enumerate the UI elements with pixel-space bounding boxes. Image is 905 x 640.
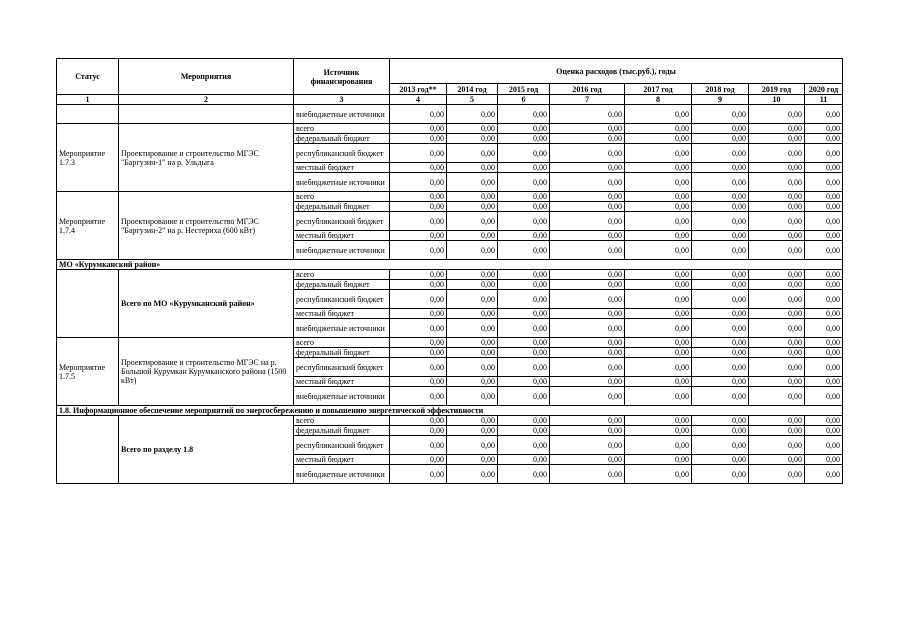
value-cell: 0,00: [550, 124, 625, 134]
source-cell: федеральный бюджет: [294, 280, 390, 290]
value-cell: 0,00: [390, 436, 447, 455]
value-cell: 0,00: [805, 241, 843, 260]
source-cell: республиканский бюджет: [294, 290, 390, 309]
value-cell: 0,00: [550, 173, 625, 192]
value-cell: 0,00: [692, 124, 749, 134]
value-cell: 0,00: [498, 124, 550, 134]
value-cell: 0,00: [390, 241, 447, 260]
table-header: [57, 59, 843, 105]
value-cell: 0,00: [550, 163, 625, 173]
column-number: 2: [119, 95, 294, 105]
value-cell: 0,00: [692, 241, 749, 260]
source-cell: внебюджетные источники: [294, 319, 390, 338]
value-cell: 0,00: [447, 163, 498, 173]
value-cell: 0,00: [749, 144, 805, 163]
value-cell: 0,00: [498, 338, 550, 348]
value-cell: 0,00: [498, 319, 550, 338]
value-cell: 0,00: [498, 309, 550, 319]
value-cell: 0,00: [805, 465, 843, 484]
source-cell: республиканский бюджет: [294, 144, 390, 163]
event-cell: Всего по МО «Курумканский район»: [119, 270, 294, 338]
budget-table: [56, 58, 843, 484]
value-cell: 0,00: [805, 377, 843, 387]
value-cell: 0,00: [692, 387, 749, 406]
value-cell: 0,00: [498, 173, 550, 192]
value-cell: 0,00: [447, 436, 498, 455]
value-cell: 0,00: [749, 309, 805, 319]
table-body: [57, 105, 843, 484]
value-cell: 0,00: [390, 173, 447, 192]
source-cell: федеральный бюджет: [294, 202, 390, 212]
value-cell: 0,00: [692, 416, 749, 426]
value-cell: 0,00: [805, 426, 843, 436]
value-cell: 0,00: [749, 465, 805, 484]
value-cell: 0,00: [805, 416, 843, 426]
value-cell: 0,00: [447, 134, 498, 144]
value-cell: 0,00: [749, 192, 805, 202]
value-cell: 0,00: [550, 309, 625, 319]
source-cell: всего: [294, 124, 390, 134]
value-cell: 0,00: [805, 212, 843, 231]
value-cell: 0,00: [498, 105, 550, 124]
value-cell: 0,00: [692, 319, 749, 338]
value-cell: 0,00: [390, 387, 447, 406]
value-cell: 0,00: [498, 416, 550, 426]
value-cell: 0,00: [625, 309, 692, 319]
value-cell: 0,00: [447, 231, 498, 241]
source-cell: внебюджетные источники: [294, 105, 390, 124]
value-cell: 0,00: [692, 173, 749, 192]
value-cell: 0,00: [390, 358, 447, 377]
value-cell: 0,00: [625, 319, 692, 338]
status-cell: [57, 105, 119, 124]
value-cell: 0,00: [550, 212, 625, 231]
value-cell: 0,00: [749, 290, 805, 309]
value-cell: 0,00: [498, 163, 550, 173]
value-cell: 0,00: [625, 241, 692, 260]
header-year: 2014 год: [447, 84, 498, 95]
value-cell: 0,00: [625, 338, 692, 348]
value-cell: 0,00: [805, 144, 843, 163]
column-number: 8: [625, 95, 692, 105]
source-cell: всего: [294, 338, 390, 348]
column-number: 1: [57, 95, 119, 105]
budget-table-sheet: [56, 58, 842, 484]
status-cell: [57, 416, 119, 484]
value-cell: 0,00: [447, 465, 498, 484]
value-cell: 0,00: [625, 163, 692, 173]
value-cell: 0,00: [550, 338, 625, 348]
value-cell: 0,00: [625, 280, 692, 290]
source-cell: внебюджетные источники: [294, 387, 390, 406]
value-cell: 0,00: [447, 290, 498, 309]
value-cell: 0,00: [749, 163, 805, 173]
value-cell: 0,00: [692, 212, 749, 231]
value-cell: 0,00: [550, 436, 625, 455]
section-title: 1.8. Информационное обеспечение мероприятий по энергосбережению и повышению энергетической эффективности: [57, 406, 843, 416]
source-cell: внебюджетные источники: [294, 241, 390, 260]
value-cell: 0,00: [805, 270, 843, 280]
source-cell: местный бюджет: [294, 163, 390, 173]
value-cell: 0,00: [692, 348, 749, 358]
value-cell: 0,00: [692, 163, 749, 173]
value-cell: 0,00: [550, 377, 625, 387]
value-cell: 0,00: [498, 436, 550, 455]
value-cell: 0,00: [550, 290, 625, 309]
value-cell: 0,00: [805, 309, 843, 319]
value-cell: 0,00: [498, 377, 550, 387]
value-cell: 0,00: [390, 231, 447, 241]
value-cell: 0,00: [625, 436, 692, 455]
value-cell: 0,00: [749, 455, 805, 465]
value-cell: 0,00: [625, 202, 692, 212]
value-cell: 0,00: [550, 426, 625, 436]
value-cell: 0,00: [692, 290, 749, 309]
source-cell: федеральный бюджет: [294, 134, 390, 144]
value-cell: 0,00: [550, 280, 625, 290]
header-year: 2017 год: [625, 84, 692, 95]
value-cell: 0,00: [805, 124, 843, 134]
table-row: [57, 338, 843, 348]
header-year: 2013 год**: [390, 84, 447, 95]
value-cell: 0,00: [625, 290, 692, 309]
value-cell: 0,00: [749, 387, 805, 406]
value-cell: 0,00: [550, 455, 625, 465]
status-cell: [57, 270, 119, 338]
header-year: 2016 год: [550, 84, 625, 95]
value-cell: 0,00: [390, 280, 447, 290]
source-cell: местный бюджет: [294, 377, 390, 387]
value-cell: 0,00: [390, 426, 447, 436]
value-cell: 0,00: [498, 231, 550, 241]
value-cell: 0,00: [805, 290, 843, 309]
column-number: 10: [749, 95, 805, 105]
value-cell: 0,00: [625, 134, 692, 144]
value-cell: 0,00: [390, 416, 447, 426]
value-cell: 0,00: [447, 173, 498, 192]
value-cell: 0,00: [805, 319, 843, 338]
column-number: 7: [550, 95, 625, 105]
value-cell: 0,00: [390, 134, 447, 144]
value-cell: 0,00: [498, 455, 550, 465]
header-source: Источник финансирования: [294, 59, 390, 95]
value-cell: 0,00: [692, 202, 749, 212]
value-cell: 0,00: [447, 348, 498, 358]
column-number: 4: [390, 95, 447, 105]
value-cell: 0,00: [805, 455, 843, 465]
value-cell: 0,00: [390, 319, 447, 338]
value-cell: 0,00: [498, 465, 550, 484]
value-cell: 0,00: [447, 124, 498, 134]
header-event: Мероприятия: [119, 59, 294, 95]
value-cell: 0,00: [692, 231, 749, 241]
value-cell: 0,00: [625, 173, 692, 192]
value-cell: 0,00: [390, 455, 447, 465]
value-cell: 0,00: [390, 348, 447, 358]
value-cell: 0,00: [749, 436, 805, 455]
value-cell: 0,00: [550, 202, 625, 212]
value-cell: 0,00: [625, 192, 692, 202]
value-cell: 0,00: [805, 192, 843, 202]
value-cell: 0,00: [805, 202, 843, 212]
value-cell: 0,00: [749, 134, 805, 144]
value-cell: 0,00: [805, 173, 843, 192]
value-cell: 0,00: [390, 144, 447, 163]
value-cell: 0,00: [625, 358, 692, 377]
section-title: МО «Курумканский район»: [57, 260, 843, 270]
value-cell: 0,00: [692, 465, 749, 484]
value-cell: 0,00: [447, 241, 498, 260]
source-cell: местный бюджет: [294, 455, 390, 465]
value-cell: 0,00: [447, 309, 498, 319]
column-number: 6: [498, 95, 550, 105]
value-cell: 0,00: [625, 105, 692, 124]
status-cell: Мероприятие 1.7.4: [57, 192, 119, 260]
value-cell: 0,00: [447, 319, 498, 338]
value-cell: 0,00: [447, 455, 498, 465]
value-cell: 0,00: [498, 358, 550, 377]
value-cell: 0,00: [805, 231, 843, 241]
value-cell: 0,00: [390, 290, 447, 309]
value-cell: 0,00: [625, 348, 692, 358]
header-year: 2015 год: [498, 84, 550, 95]
value-cell: 0,00: [550, 241, 625, 260]
value-cell: 0,00: [498, 426, 550, 436]
value-cell: 0,00: [498, 348, 550, 358]
event-cell: Всего по разделу 1.8: [119, 416, 294, 484]
value-cell: 0,00: [447, 358, 498, 377]
value-cell: 0,00: [692, 280, 749, 290]
status-cell: Мероприятие 1.7.3: [57, 124, 119, 192]
value-cell: 0,00: [447, 192, 498, 202]
source-cell: всего: [294, 192, 390, 202]
value-cell: 0,00: [692, 309, 749, 319]
value-cell: 0,00: [498, 270, 550, 280]
source-cell: внебюджетные источники: [294, 465, 390, 484]
value-cell: 0,00: [390, 338, 447, 348]
column-number: 9: [692, 95, 749, 105]
value-cell: 0,00: [749, 241, 805, 260]
value-cell: 0,00: [550, 358, 625, 377]
value-cell: 0,00: [550, 134, 625, 144]
value-cell: 0,00: [692, 455, 749, 465]
value-cell: 0,00: [390, 309, 447, 319]
value-cell: 0,00: [805, 280, 843, 290]
value-cell: 0,00: [447, 144, 498, 163]
source-cell: республиканский бюджет: [294, 436, 390, 455]
value-cell: 0,00: [749, 124, 805, 134]
event-cell: Проектирование и строительство МГЭС "Баргузин-1" на р. Ульдыга: [119, 124, 294, 192]
value-cell: 0,00: [692, 270, 749, 280]
source-cell: всего: [294, 416, 390, 426]
value-cell: 0,00: [390, 212, 447, 231]
value-cell: 0,00: [447, 387, 498, 406]
value-cell: 0,00: [390, 124, 447, 134]
value-cell: 0,00: [498, 192, 550, 202]
value-cell: 0,00: [447, 270, 498, 280]
value-cell: 0,00: [447, 202, 498, 212]
value-cell: 0,00: [550, 348, 625, 358]
value-cell: 0,00: [625, 270, 692, 280]
source-cell: федеральный бюджет: [294, 426, 390, 436]
value-cell: 0,00: [390, 163, 447, 173]
value-cell: 0,00: [749, 377, 805, 387]
value-cell: 0,00: [550, 270, 625, 280]
value-cell: 0,00: [749, 105, 805, 124]
column-number: 3: [294, 95, 390, 105]
value-cell: 0,00: [625, 426, 692, 436]
value-cell: 0,00: [498, 134, 550, 144]
value-cell: 0,00: [692, 144, 749, 163]
header-year: 2020 год: [805, 84, 843, 95]
value-cell: 0,00: [550, 416, 625, 426]
value-cell: 0,00: [498, 280, 550, 290]
status-cell: Мероприятие 1.7.5: [57, 338, 119, 406]
header-estimate: Оценка расходов (тыс.руб.), годы: [390, 59, 843, 84]
value-cell: 0,00: [749, 338, 805, 348]
value-cell: 0,00: [447, 338, 498, 348]
value-cell: 0,00: [625, 231, 692, 241]
value-cell: 0,00: [550, 231, 625, 241]
source-cell: республиканский бюджет: [294, 212, 390, 231]
value-cell: 0,00: [805, 348, 843, 358]
value-cell: 0,00: [692, 134, 749, 144]
value-cell: 0,00: [390, 202, 447, 212]
value-cell: 0,00: [498, 212, 550, 231]
value-cell: 0,00: [498, 202, 550, 212]
value-cell: 0,00: [692, 358, 749, 377]
value-cell: 0,00: [625, 144, 692, 163]
value-cell: 0,00: [550, 319, 625, 338]
value-cell: 0,00: [550, 387, 625, 406]
value-cell: 0,00: [390, 105, 447, 124]
section-row: [57, 406, 843, 416]
value-cell: 0,00: [692, 192, 749, 202]
value-cell: 0,00: [692, 426, 749, 436]
value-cell: 0,00: [805, 163, 843, 173]
column-numbers-row: [57, 95, 843, 105]
value-cell: 0,00: [805, 387, 843, 406]
value-cell: 0,00: [805, 105, 843, 124]
value-cell: 0,00: [498, 241, 550, 260]
value-cell: 0,00: [625, 416, 692, 426]
value-cell: 0,00: [498, 387, 550, 406]
column-number: 11: [805, 95, 843, 105]
source-cell: всего: [294, 270, 390, 280]
value-cell: 0,00: [805, 134, 843, 144]
header-year: 2019 год: [749, 84, 805, 95]
value-cell: 0,00: [498, 290, 550, 309]
column-number: 5: [447, 95, 498, 105]
value-cell: 0,00: [550, 144, 625, 163]
value-cell: 0,00: [749, 348, 805, 358]
value-cell: 0,00: [749, 416, 805, 426]
source-cell: местный бюджет: [294, 231, 390, 241]
table-row: [57, 124, 843, 134]
value-cell: 0,00: [805, 338, 843, 348]
value-cell: 0,00: [447, 280, 498, 290]
table-row: [57, 416, 843, 426]
value-cell: 0,00: [390, 270, 447, 280]
value-cell: 0,00: [749, 280, 805, 290]
value-cell: 0,00: [498, 144, 550, 163]
table-row: [57, 270, 843, 280]
value-cell: 0,00: [625, 124, 692, 134]
table-row: [57, 105, 843, 124]
section-row: [57, 260, 843, 270]
value-cell: 0,00: [447, 212, 498, 231]
value-cell: 0,00: [805, 436, 843, 455]
value-cell: 0,00: [625, 377, 692, 387]
value-cell: 0,00: [390, 465, 447, 484]
value-cell: 0,00: [390, 192, 447, 202]
value-cell: 0,00: [749, 358, 805, 377]
value-cell: 0,00: [390, 377, 447, 387]
event-cell: [119, 105, 294, 124]
value-cell: 0,00: [447, 416, 498, 426]
value-cell: 0,00: [749, 319, 805, 338]
header-status: Статус: [57, 59, 119, 95]
value-cell: 0,00: [749, 231, 805, 241]
value-cell: 0,00: [447, 377, 498, 387]
value-cell: 0,00: [550, 192, 625, 202]
source-cell: федеральный бюджет: [294, 348, 390, 358]
value-cell: 0,00: [550, 105, 625, 124]
value-cell: 0,00: [749, 173, 805, 192]
value-cell: 0,00: [625, 455, 692, 465]
value-cell: 0,00: [805, 358, 843, 377]
value-cell: 0,00: [625, 387, 692, 406]
value-cell: 0,00: [749, 202, 805, 212]
value-cell: 0,00: [749, 426, 805, 436]
value-cell: 0,00: [447, 105, 498, 124]
value-cell: 0,00: [692, 338, 749, 348]
value-cell: 0,00: [625, 212, 692, 231]
value-cell: 0,00: [749, 270, 805, 280]
event-cell: Проектирование и строительство МГЭС на р. Большой Курумкан Курумканского района (1500 кВт): [119, 338, 294, 406]
table-row: [57, 192, 843, 202]
source-cell: республиканский бюджет: [294, 358, 390, 377]
value-cell: 0,00: [692, 436, 749, 455]
source-cell: внебюджетные источники: [294, 173, 390, 192]
value-cell: 0,00: [447, 426, 498, 436]
value-cell: 0,00: [625, 465, 692, 484]
source-cell: местный бюджет: [294, 309, 390, 319]
event-cell: Проектирование и строительство МГЭС "Баргузин-2" на р. Нестериха (600 кВт): [119, 192, 294, 260]
value-cell: 0,00: [692, 105, 749, 124]
value-cell: 0,00: [749, 212, 805, 231]
value-cell: 0,00: [692, 377, 749, 387]
header-year: 2018 год: [692, 84, 749, 95]
value-cell: 0,00: [550, 465, 625, 484]
